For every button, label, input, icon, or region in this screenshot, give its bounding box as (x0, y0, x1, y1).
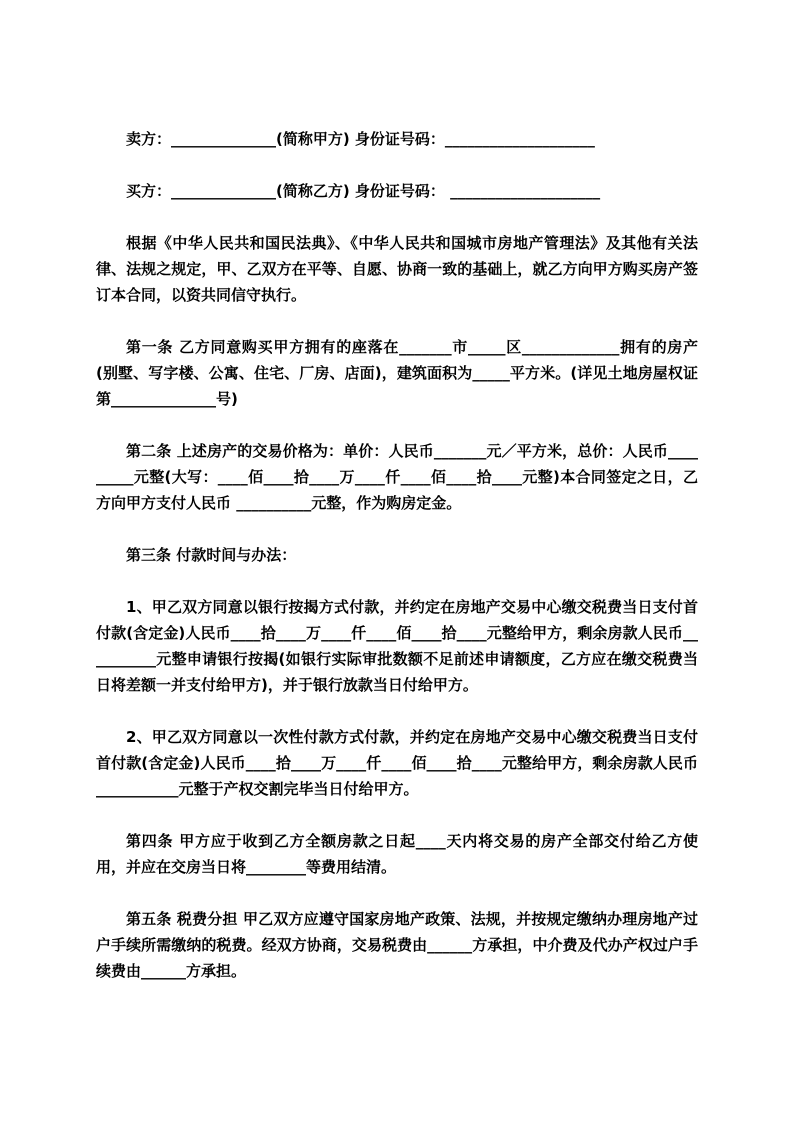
paragraph-article-3-heading: 第三条 付款时间与办法： (126, 546, 297, 564)
paragraph-payment-option-2: 2、甲乙双方同意以一次性付款方式付款，并约定在房地产交易中心缴交税费当日支付首付款(含定金)人民币____拾____万____仟____佰____拾____元整给甲方，剩余房款人民币___________元整于产权交割完毕当日付给甲方。 (96, 728, 698, 798)
paragraph-buyer: 买方：______________(简称乙方) 身份证号码： ____________________ (126, 182, 601, 200)
paragraph-article-5: 第五条 税费分担 甲乙双方应遵守国家房地产政策、法规，并按规定缴纳办理房地产过户手续所需缴纳的税费。经双方协商，交易税费由______方承担，中介费及代办产权过户手续费由______方承担。 (96, 910, 698, 980)
paragraph-article-1: 第一条 乙方同意购买甲方拥有的座落在_______市_____区_____________拥有的房产(别墅、写字楼、公寓、住宅、厂房、店面)，建筑面积为_____平方米。(详见土地房屋权证第______________号) (96, 338, 698, 408)
paragraph-article-2: 第二条 上述房产的交易价格为：单价：人民币_______元／平方米，总价：人民币_________元整(大写：____佰____拾____万____仟____佰____拾____元整)本合同签定之日，乙方向甲方支付人民币 __________元整，作为购房定金。 (96, 442, 698, 512)
paragraph-seller: 卖方：______________(简称甲方) 身份证号码：____________________ (126, 130, 595, 148)
paragraph-article-4: 第四条 甲方应于收到乙方全额房款之日起____天内将交易的房产全部交付给乙方使用，并应在交房当日将________等费用结清。 (96, 832, 698, 876)
paragraph-payment-option-1: 1、甲乙双方同意以银行按揭方式付款，并约定在房地产交易中心缴交税费当日支付首付款(含定金)人民币____拾____万____仟____佰____拾____元整给甲方，剩余房款人民币__________元整申请银行按揭(如银行实际审批数额不足前述申请额度，乙方应在缴交税费当日将差额一并支付给甲方)，并于银行放款当日付给甲方。 (96, 598, 698, 694)
paragraph-preamble: 根据《中华人民共和国民法典》、《中华人民共和国城市房地产管理法》及其他有关法律、法规之规定，甲、乙双方在平等、自愿、协商一致的基础上，就乙方向甲方购买房产签订本合同，以资共同信守执行。 (96, 234, 698, 304)
